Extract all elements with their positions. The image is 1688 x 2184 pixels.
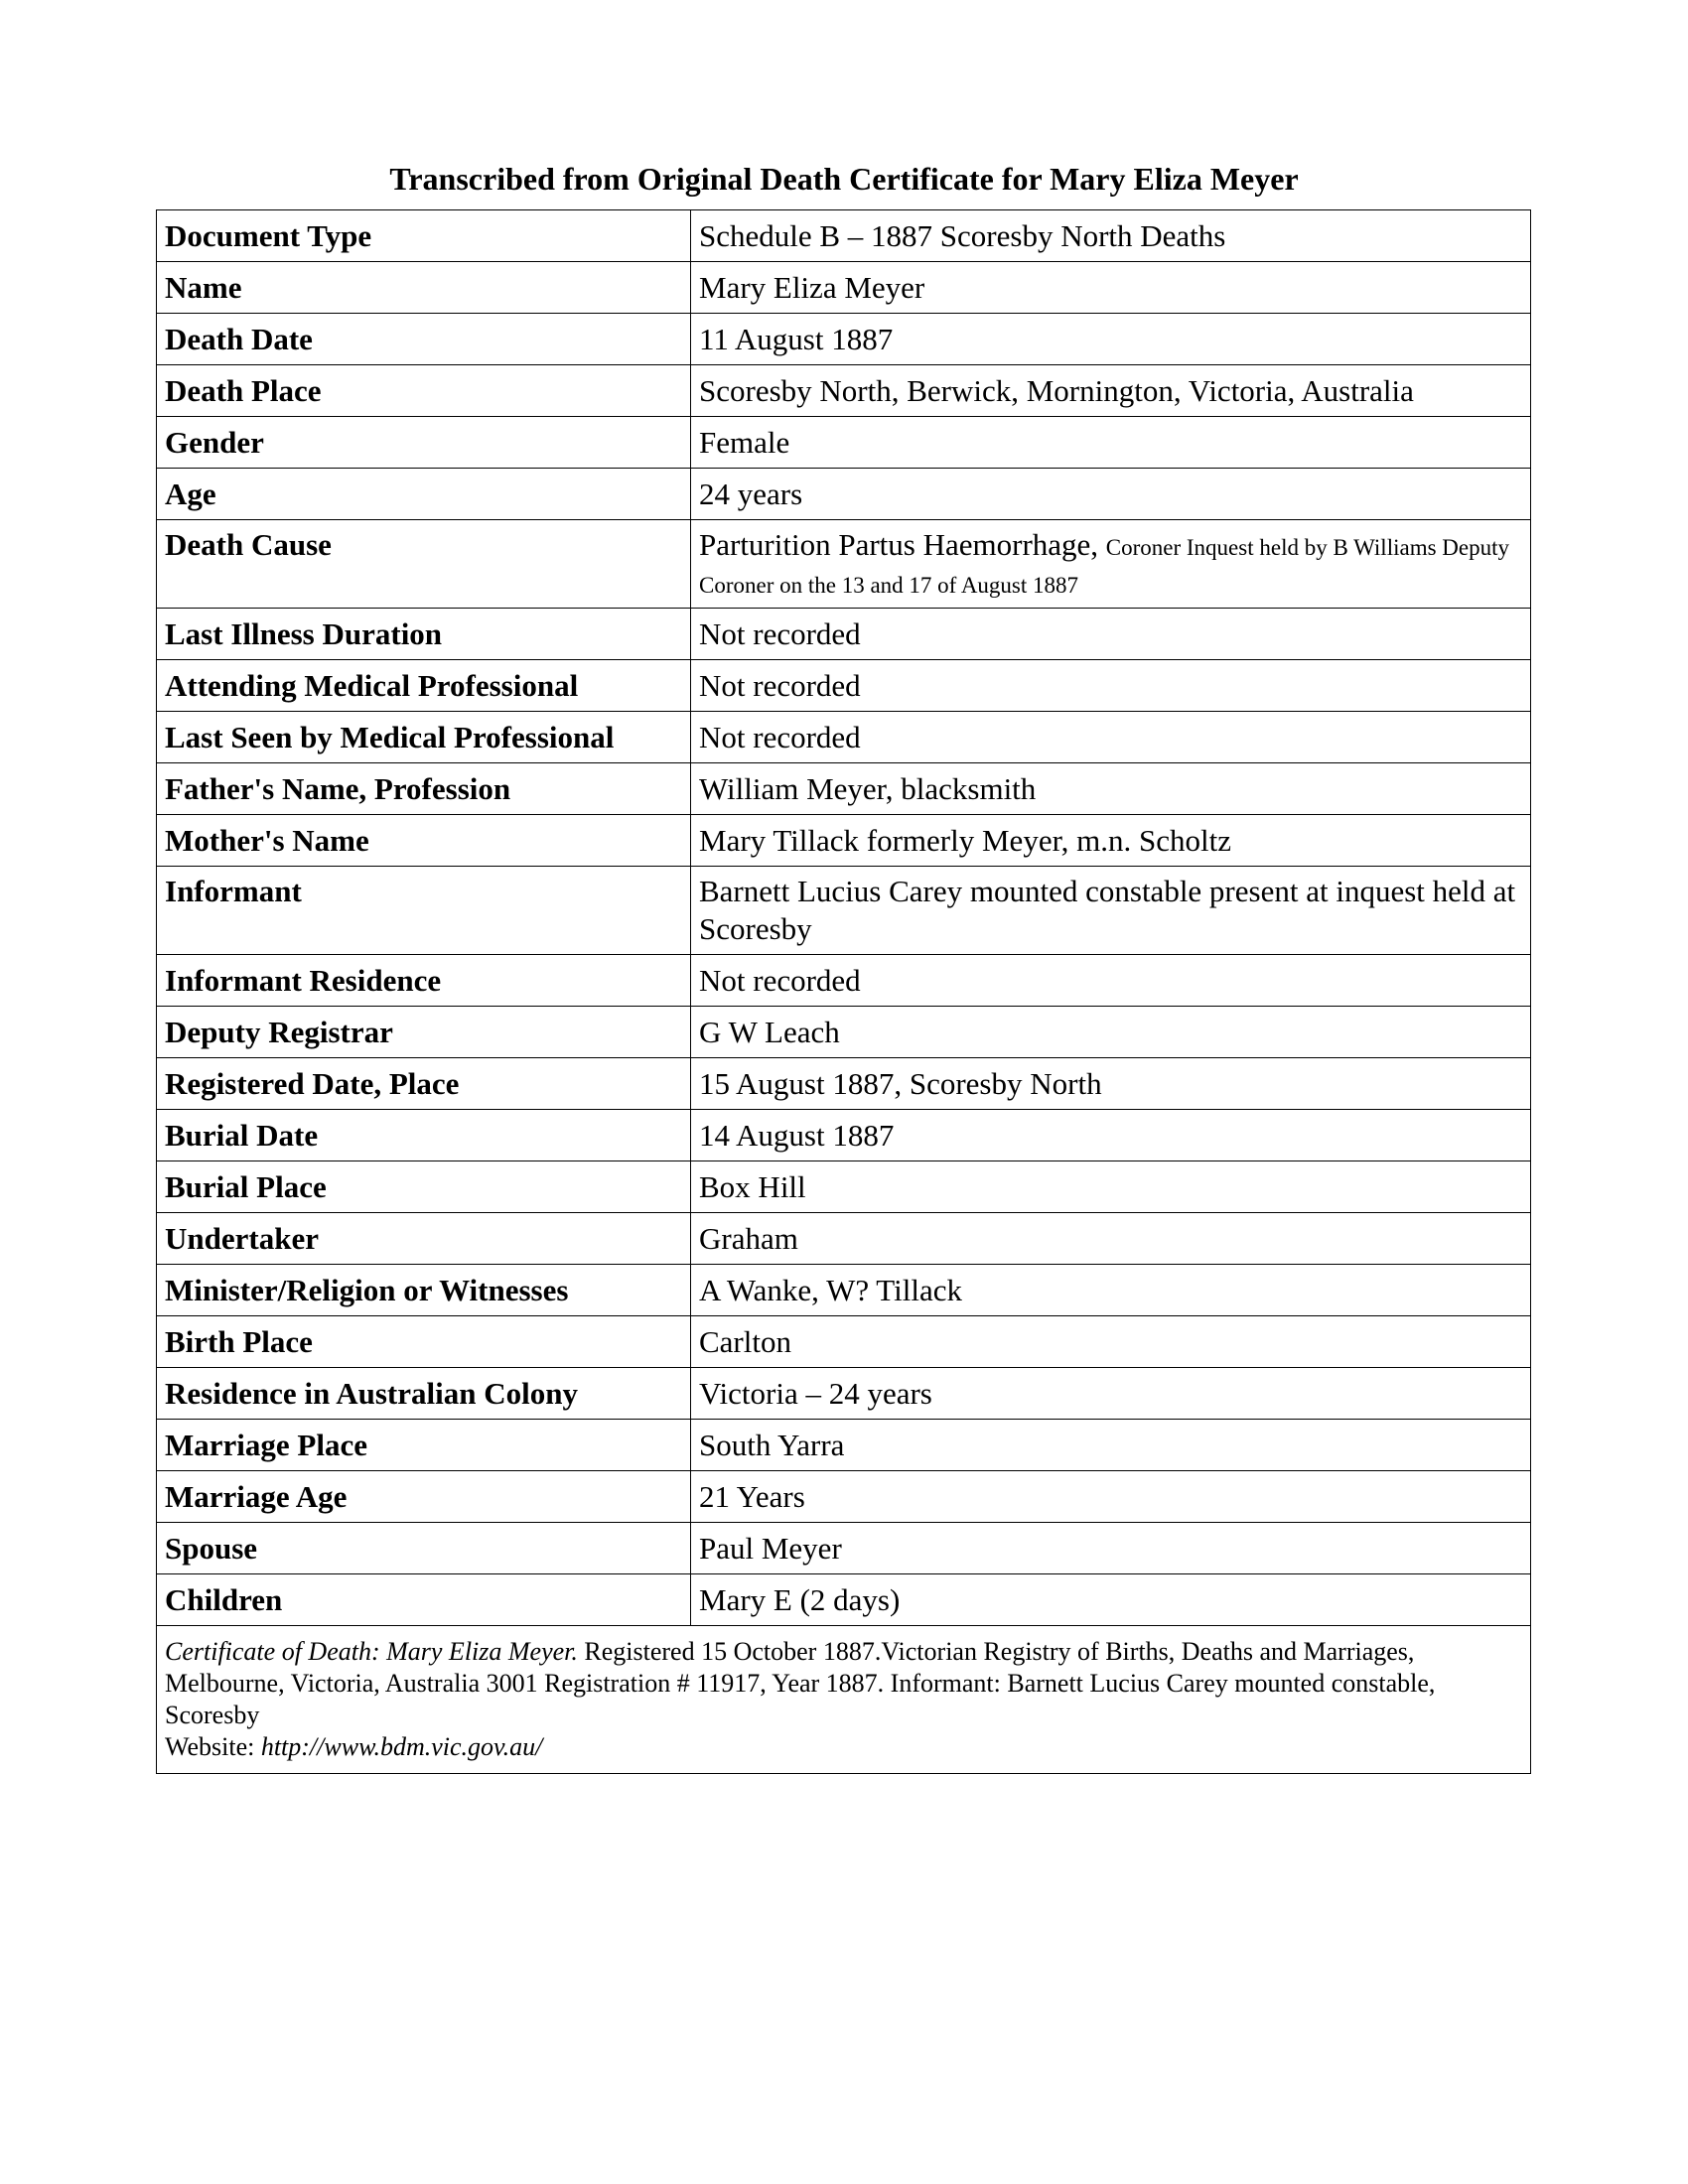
row-value: Barnett Lucius Carey mounted constable present at inquest held at Scoresby <box>691 867 1531 955</box>
row-label: Death Place <box>157 365 691 417</box>
row-value: Mary Eliza Meyer <box>691 262 1531 314</box>
row-label: Marriage Place <box>157 1420 691 1471</box>
row-label: Birth Place <box>157 1316 691 1368</box>
row-value: Scoresby North, Berwick, Mornington, Victoria, Australia <box>691 365 1531 417</box>
table-row <box>157 1007 1531 1058</box>
table-row <box>157 867 1531 955</box>
row-label: Children <box>157 1574 691 1626</box>
row-value: G W Leach <box>691 1007 1531 1058</box>
table-row <box>157 955 1531 1007</box>
row-value: Mary Tillack formerly Meyer, m.n. Scholtz <box>691 815 1531 867</box>
row-value: 21 Years <box>691 1471 1531 1523</box>
row-label: Deputy Registrar <box>157 1007 691 1058</box>
row-value: Graham <box>691 1213 1531 1265</box>
table-row <box>157 1471 1531 1523</box>
source-citation <box>157 1626 1531 1774</box>
row-label: Document Type <box>157 210 691 262</box>
row-label: Last Seen by Medical Professional <box>157 712 691 763</box>
row-label: Minister/Religion or Witnesses <box>157 1265 691 1316</box>
page-title: Transcribed from Original Death Certificate for Mary Eliza Meyer <box>389 161 1299 197</box>
row-label: Residence in Australian Colony <box>157 1368 691 1420</box>
table-row <box>157 365 1531 417</box>
row-value: 11 August 1887 <box>691 314 1531 365</box>
row-label: Death Cause <box>157 520 691 609</box>
row-value: Female <box>691 417 1531 469</box>
row-value: Paul Meyer <box>691 1523 1531 1574</box>
row-value: 24 years <box>691 469 1531 520</box>
row-label: Age <box>157 469 691 520</box>
citation-text: Registered 15 October 1887.Victorian Registry of Births, Deaths and Marriages, Melbourne, Victoria, Australia 3001 Registration # 11917, Year 1887. Informant: Barnett Lucius Carey mounted constable, Scoresby <box>165 1637 1436 1729</box>
row-label: Name <box>157 262 691 314</box>
table-row <box>157 712 1531 763</box>
row-value: Not recorded <box>691 609 1531 660</box>
row-label: Spouse <box>157 1523 691 1574</box>
row-label: Death Date <box>157 314 691 365</box>
row-label: Undertaker <box>157 1213 691 1265</box>
row-value: 15 August 1887, Scoresby North <box>691 1058 1531 1110</box>
row-label: Father's Name, Profession <box>157 763 691 815</box>
row-label: Burial Date <box>157 1110 691 1161</box>
table-row <box>157 1574 1531 1626</box>
row-value: Not recorded <box>691 955 1531 1007</box>
row-label: Burial Place <box>157 1161 691 1213</box>
table-row <box>157 469 1531 520</box>
source-row <box>157 1626 1531 1774</box>
table-row <box>157 1368 1531 1420</box>
table-row <box>157 815 1531 867</box>
table-row <box>157 1265 1531 1316</box>
table-row <box>157 314 1531 365</box>
death-cause-note: Coroner Inquest held by B Williams Deputy Coroner on the 13 and 17 of August 1887 <box>699 535 1509 598</box>
table-row <box>157 210 1531 262</box>
row-label: Last Illness Duration <box>157 609 691 660</box>
row-label: Informant Residence <box>157 955 691 1007</box>
table-row <box>157 1316 1531 1368</box>
row-value: Not recorded <box>691 660 1531 712</box>
certificate-table <box>156 209 1531 1774</box>
table-row <box>157 262 1531 314</box>
table-row <box>157 660 1531 712</box>
table-row <box>157 1420 1531 1471</box>
row-label: Gender <box>157 417 691 469</box>
table-row <box>157 520 1531 609</box>
row-label: Marriage Age <box>157 1471 691 1523</box>
table-row <box>157 763 1531 815</box>
row-label: Mother's Name <box>157 815 691 867</box>
table-row <box>157 417 1531 469</box>
row-value: Not recorded <box>691 712 1531 763</box>
row-label: Informant <box>157 867 691 955</box>
row-value: Mary E (2 days) <box>691 1574 1531 1626</box>
table-row <box>157 1213 1531 1265</box>
row-value: A Wanke, W? Tillack <box>691 1265 1531 1316</box>
table-row <box>157 1523 1531 1574</box>
death-cause-text: Parturition Partus Haemorrhage, <box>699 527 1099 562</box>
row-label: Registered Date, Place <box>157 1058 691 1110</box>
table-row <box>157 1058 1531 1110</box>
table-row <box>157 1161 1531 1213</box>
table-row <box>157 609 1531 660</box>
row-value: William Meyer, blacksmith <box>691 763 1531 815</box>
citation-title: Certificate of Death: Mary Eliza Meyer. <box>165 1637 578 1666</box>
row-value: Schedule B – 1887 Scoresby North Deaths <box>691 210 1531 262</box>
website-link[interactable]: http://www.bdm.vic.gov.au/ <box>260 1732 543 1761</box>
row-value: Victoria – 24 years <box>691 1368 1531 1420</box>
row-value: South Yarra <box>691 1420 1531 1471</box>
row-value: 14 August 1887 <box>691 1110 1531 1161</box>
row-value: Carlton <box>691 1316 1531 1368</box>
website-label: Website: <box>165 1732 261 1761</box>
row-value <box>691 520 1531 609</box>
table-row <box>157 1110 1531 1161</box>
row-value: Box Hill <box>691 1161 1531 1213</box>
row-label: Attending Medical Professional <box>157 660 691 712</box>
